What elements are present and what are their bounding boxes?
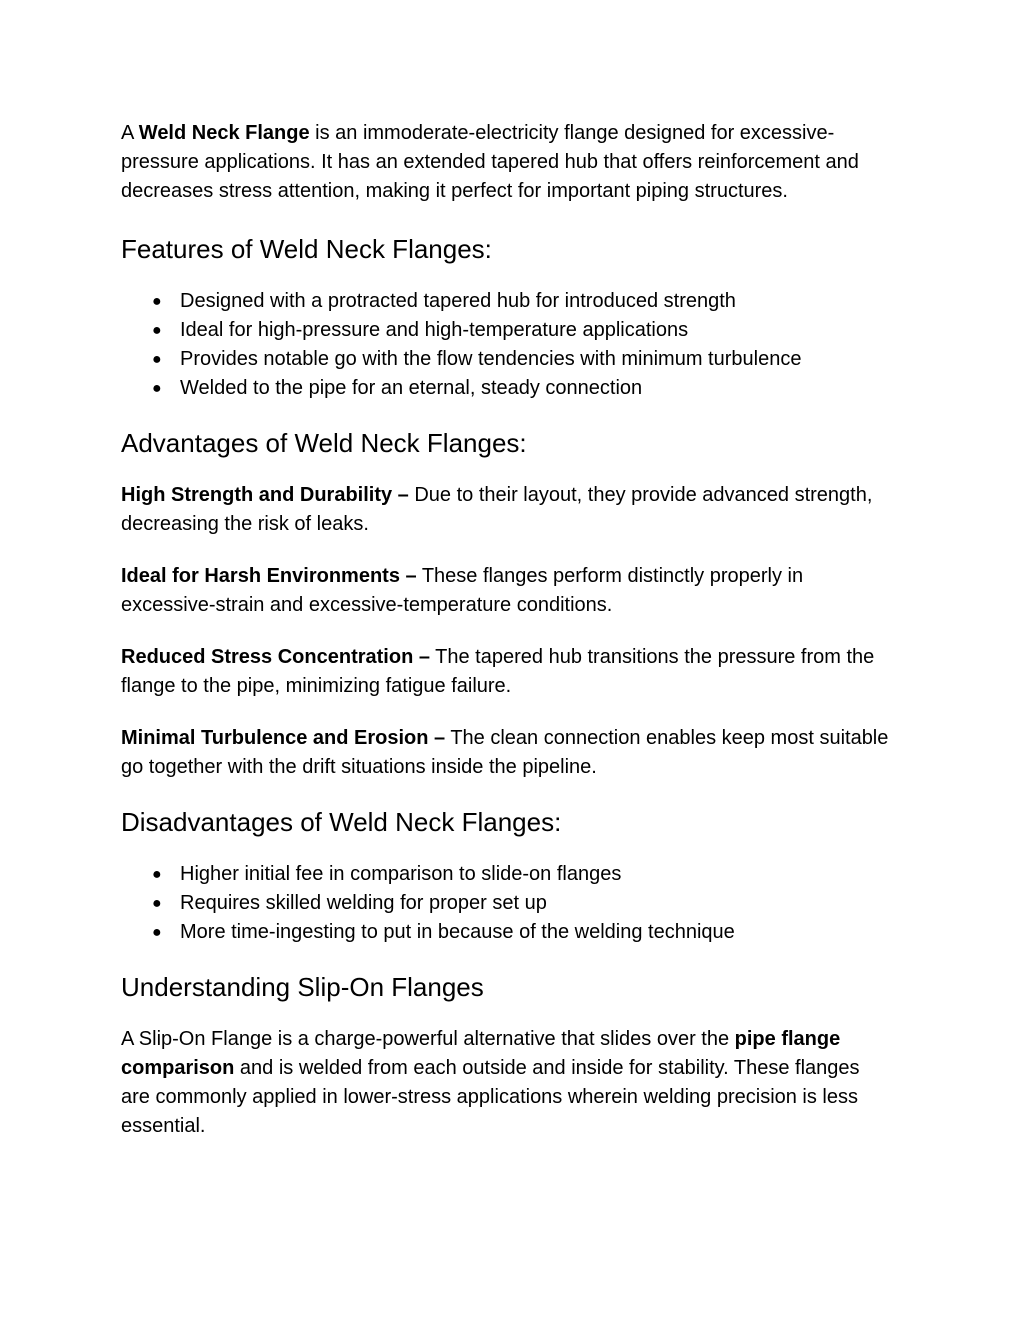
list-item bbox=[121, 918, 891, 947]
advantage-text: The clean connection enables keep most suitable go together with the drift situations inside the pipeline. bbox=[121, 727, 889, 778]
advantage-text: Due to their layout, they provide advanced strength, decreasing the risk of leaks. bbox=[121, 484, 873, 535]
intro-text: is an immoderate-electricity flange designed for excessive-pressure applications. It has an extended tapered hub that offers reinforcement and decreases stress attention, making it perfect for important piping structures. bbox=[121, 122, 859, 202]
intro-paragraph bbox=[121, 119, 891, 206]
advantage-paragraph bbox=[121, 724, 891, 782]
slipon-paragraph bbox=[121, 1025, 891, 1141]
advantage-text: These flanges perform distinctly properly in excessive-strain and excessive-temperature conditions. bbox=[121, 565, 804, 616]
slipon-prefix: A Slip-On Flange is a charge-powerful alternative that slides over the bbox=[121, 1028, 735, 1050]
list-item bbox=[121, 345, 891, 374]
advantage-title: High Strength and Durability – bbox=[121, 484, 409, 506]
disadvantages-heading: Disadvantages of Weld Neck Flanges: bbox=[121, 807, 562, 837]
bullet-icon: ● bbox=[152, 351, 162, 368]
slipon-bold-term: pipe flange comparison bbox=[121, 1028, 841, 1079]
features-heading: Features of Weld Neck Flanges: bbox=[121, 234, 492, 264]
advantage-title: Ideal for Harsh Environments – bbox=[121, 565, 417, 587]
list-item-text: More time-ingesting to put in because of the welding technique bbox=[180, 921, 735, 943]
advantages-heading: Advantages of Weld Neck Flanges: bbox=[121, 428, 527, 458]
list-item bbox=[121, 316, 891, 345]
list-item bbox=[121, 287, 891, 316]
slipon-text: and is welded from each outside and inside for stability. These flanges are commonly applied in lower-stress applications wherein welding precision is less essential. bbox=[121, 1057, 860, 1137]
features-list bbox=[121, 287, 891, 403]
advantage-paragraph bbox=[121, 562, 891, 620]
list-item-text: Welded to the pipe for an eternal, steady connection bbox=[180, 377, 643, 399]
list-item bbox=[121, 374, 891, 403]
list-item-text: Higher initial fee in comparison to slide-on flanges bbox=[180, 863, 622, 885]
bullet-icon: ● bbox=[152, 866, 162, 883]
bullet-icon: ● bbox=[152, 895, 162, 912]
list-item-text: Requires skilled welding for proper set up bbox=[180, 892, 547, 914]
slipon-heading: Understanding Slip-On Flanges bbox=[121, 972, 484, 1002]
intro-bold-term: Weld Neck Flange bbox=[138, 122, 310, 144]
bullet-icon: ● bbox=[152, 924, 162, 941]
list-item-text: Provides notable go with the flow tendencies with minimum turbulence bbox=[180, 348, 802, 370]
advantage-title: Minimal Turbulence and Erosion – bbox=[121, 727, 446, 749]
bullet-icon: ● bbox=[152, 380, 162, 397]
advantage-paragraph bbox=[121, 481, 891, 539]
document-page bbox=[121, 119, 891, 1141]
advantage-text: The tapered hub transitions the pressure from the flange to the pipe, minimizing fatigue failure. bbox=[121, 646, 875, 697]
advantage-paragraph bbox=[121, 643, 891, 701]
advantage-title: Reduced Stress Concentration – bbox=[121, 646, 430, 668]
bullet-icon: ● bbox=[152, 293, 162, 310]
intro-prefix: A bbox=[121, 122, 139, 144]
list-item-text: Ideal for high-pressure and high-temperature applications bbox=[180, 319, 689, 341]
list-item-text: Designed with a protracted tapered hub for introduced strength bbox=[180, 290, 736, 312]
disadvantages-list bbox=[121, 860, 891, 947]
list-item bbox=[121, 860, 891, 889]
list-item bbox=[121, 889, 891, 918]
bullet-icon: ● bbox=[152, 322, 162, 339]
